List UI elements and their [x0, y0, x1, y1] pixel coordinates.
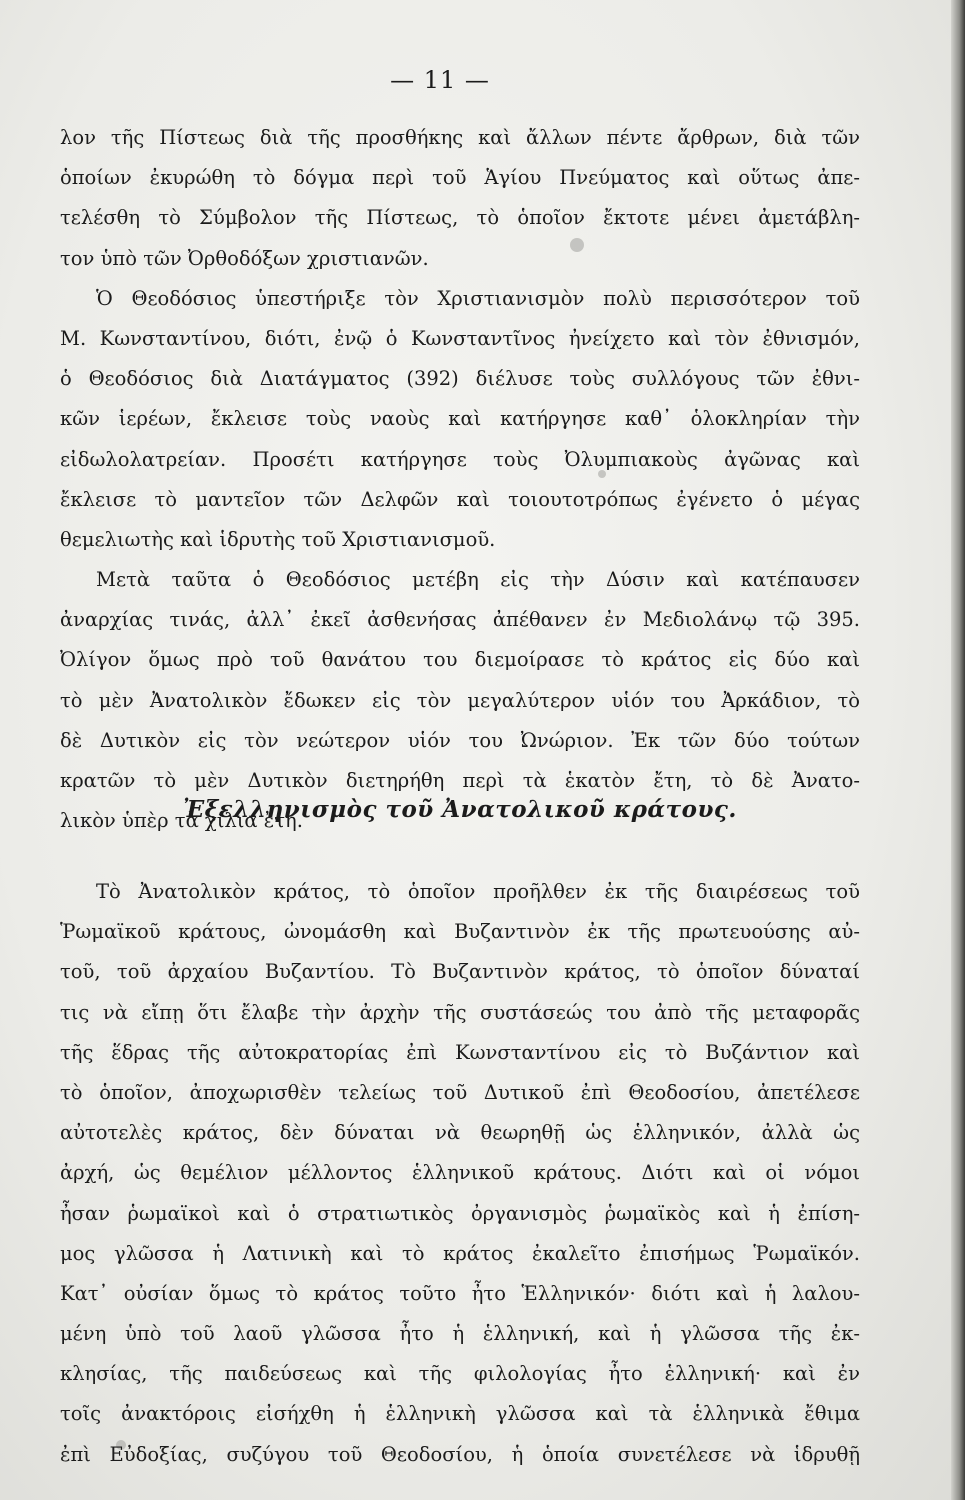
text-line: κῶν ἱερέων, ἔκλεισε τοὺς ναοὺς καὶ κατήργησε καθ᾽ ὁλοκληρίαν τὴν	[60, 407, 860, 431]
text-line: τὸ μὲν Ἀνατολικὸν ἔδωκεν εἰς τὸν μεγαλύτερον υἱόν του Ἀρκάδιον, τὸ	[60, 688, 860, 712]
text-line: ἦσαν ῥωμαϊκοὶ καὶ ὁ στρατιωτικὸς ὀργανισμὸς ῥωμαϊκὸς καὶ ἡ ἐπίση-	[60, 1201, 860, 1225]
text-line: δὲ Δυτικὸν εἰς τὸν νεώτερον υἱόν του Ὠνώριον. Ἐκ τῶν δύο τούτων	[60, 728, 860, 752]
text-line: μένη ὑπὸ τοῦ λαοῦ γλῶσσα ἦτο ἡ ἑλληνική, καὶ ἡ γλῶσσα τῆς ἐκ-	[60, 1322, 860, 1346]
text-line: τῆς ἕδρας τῆς αὐτοκρατορίας ἐπὶ Κωνσταντίνου εἰς τὸ Βυζάντιον καὶ	[60, 1040, 860, 1064]
text-line: λον τῆς Πίστεως διὰ τῆς προσθήκης καὶ ἄλλων πέντε ἄρθρων, διὰ τῶν	[60, 126, 860, 149]
text-line: ὁποίων ἐκυρώθη τὸ δόγμα περὶ τοῦ Ἁγίου Πνεύματος καὶ οὕτως ἀπε-	[60, 166, 860, 190]
text-line: Κατ᾽ οὐσίαν ὅμως τὸ κράτος τοῦτο ἦτο Ἑλληνικόν· διότι καὶ ἡ λαλου-	[60, 1281, 860, 1305]
text-line: τοῖς ἀνακτόροις εἰσήχθη ἡ ἑλληνικὴ γλῶσσα καὶ τὰ ἑλληνικὰ ἔθιμα	[60, 1402, 860, 1426]
page-number: — 11 —	[390, 66, 490, 94]
text-line: ἐπὶ Εὐδοξίας, συζύγου τοῦ Θεοδοσίου, ἡ ὁποία συνετέλεσε νὰ ἱδρυθῇ	[60, 1442, 860, 1466]
text-line: αὐτοτελὲς κράτος, δὲν δύναται νὰ θεωρηθῇ ὡς ἑλληνικόν, ἀλλὰ ὡς	[60, 1121, 860, 1145]
text-line: Μετὰ ταῦτα ὁ Θεοδόσιος μετέβη εἰς τὴν Δύσιν καὶ κατέπαυσεν	[96, 568, 860, 592]
text-line: μος γλῶσσα ἡ Λατινικὴ καὶ τὸ κράτος ἐκαλεῖτο ἐπισήμως Ῥωμαϊκόν.	[60, 1241, 860, 1265]
text-line: Μ. Κωνσταντίνου, διότι, ἐνῷ ὁ Κωνσταντῖνος ἠνείχετο καὶ τὸν ἐθνισμόν,	[60, 326, 860, 350]
text-line: κλησίας, τῆς παιδεύσεως καὶ τῆς φιλολογίας ἦτο ἑλληνική· καὶ ἐν	[60, 1362, 860, 1386]
paragraph-block-1	[60, 118, 860, 841]
text-line: ἔκλεισε τὸ μαντεῖον τῶν Δελφῶν καὶ τοιουτοτρόπως ἐγένετο ὁ μέγας	[60, 487, 860, 511]
text-line: ἀναρχίας τινάς, ἀλλ᾽ ἐκεῖ ἀσθενήσας ἀπέθανεν ἐν Μεδιολάνῳ τῷ 395.	[60, 608, 860, 632]
text-line: τὸ ὁποῖον, ἀποχωρισθὲν τελείως τοῦ Δυτικοῦ ἐπὶ Θεοδοσίου, ἀπετέλεσε	[60, 1080, 860, 1104]
text-line: τελέσθη τὸ Σύμβολον τῆς Πίστεως, τὸ ὁποῖον ἔκτοτε μένει ἀμετάβλη-	[60, 206, 860, 230]
text-line: τις νὰ εἴπῃ ὅτι ἔλαβε τὴν ἀρχὴν τῆς συστάσεώς του ἀπὸ τῆς μεταφορᾶς	[60, 1000, 860, 1024]
text-line: Ὁ Θεοδόσιος ὑπεστήριξε τὸν Χριστιανισμὸν πολὺ περισσότερον τοῦ	[96, 286, 860, 310]
text-line: ὁ Θεοδόσιος διὰ Διατάγματος (392) διέλυσε τοὺς συλλόγους τῶν ἐθνι-	[60, 367, 860, 391]
text-line: Τὸ Ἀνατολικὸν κράτος, τὸ ὁποῖον προῆλθεν ἐκ τῆς διαιρέσεως τοῦ	[96, 880, 860, 903]
text-line: ἀρχή, ὡς θεμέλιον μέλλοντος ἑλληνικοῦ κράτους. Διότι καὶ οἱ νόμοι	[60, 1161, 860, 1185]
text-line: θεμελιωτὴς καὶ ἱδρυτὴς τοῦ Χριστιανισμοῦ.	[60, 527, 496, 551]
page-edge-shadow	[951, 0, 965, 1500]
text-line: κρατῶν τὸ μὲν Δυτικὸν διετηρήθη περὶ τὰ ἑκατὸν ἔτη, τὸ δὲ Ἀνατο-	[60, 769, 860, 792]
paragraph-block-2	[60, 872, 860, 1475]
text-line: τον ὑπὸ τῶν Ὀρθοδόξων χριστιανῶν.	[60, 246, 429, 270]
text-line: λικὸν ὑπὲρ τὰ χίλια ἔτη.	[60, 809, 303, 833]
text-line: τοῦ, τοῦ ἀρχαίου Βυζαντίου. Τὸ Βυζαντινὸν κράτος, τὸ ὁποῖον δύναταί	[60, 960, 860, 984]
text-line: εἰδωλολατρείαν. Προσέτι κατήργησε τοὺς Ὀλυμπιακοὺς ἀγῶνας καὶ	[60, 447, 860, 471]
section-heading: Ἐξελληνισμὸς τοῦ Ἀνατολικοῦ κράτους.	[183, 796, 737, 823]
text-line: Ὀλίγον ὅμως πρὸ τοῦ θανάτου του διεμοίρασε τὸ κράτος εἰς δύο καὶ	[60, 648, 860, 672]
text-line: Ῥωμαϊκοῦ κράτους, ὠνομάσθη καὶ Βυζαντινὸν ἐκ τῆς πρωτευούσης αὐ-	[60, 920, 860, 944]
